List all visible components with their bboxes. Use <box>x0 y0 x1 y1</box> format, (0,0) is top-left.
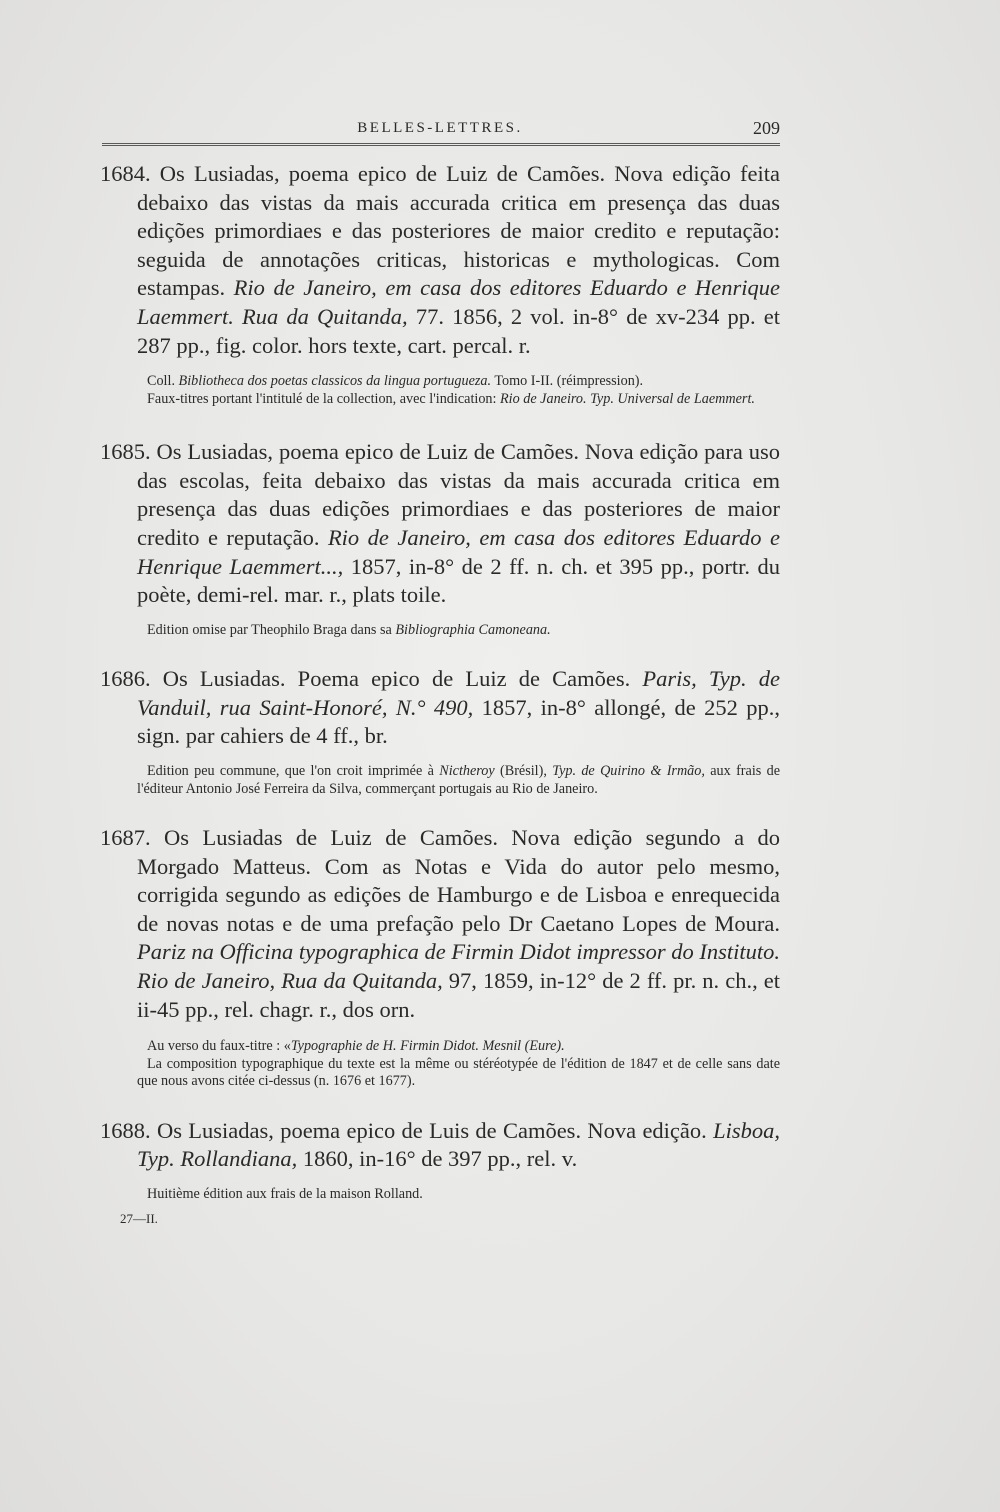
note-text: aux frais de l'éditeur Antonio José Ferreira da Silva, commerçant portugais au Rio de Janeiro. <box>137 763 781 797</box>
note-text: Faux-titres portant l'intitulé de la collection, avec l'indication: <box>147 390 500 407</box>
header-rule <box>102 143 780 146</box>
note-text: Tomo I-II. (réimpression). <box>491 373 644 390</box>
entry-number: 1685. <box>100 439 151 465</box>
note-italic: Bibliographia Camoneana. <box>395 621 551 638</box>
entry-imprint: Rio de Janeiro, em casa dos editores Eduardo e Henrique Laemmert. Rua da Quitanda, <box>137 275 780 329</box>
page-number: 209 <box>753 118 780 138</box>
entry-note <box>100 763 780 798</box>
note-paragraph <box>137 1056 780 1091</box>
entry-note <box>100 1038 780 1091</box>
running-title: BELLES-LETTRES. <box>357 120 523 136</box>
running-head <box>100 116 780 146</box>
note-paragraph <box>137 391 780 409</box>
entry-collation: 1857, in-8° allongé, de 252 pp., sign. par cahiers de 4 ff., br. <box>137 694 780 749</box>
entry-text <box>100 1117 780 1174</box>
entry-imprint: Lisboa, Typ. Rollandiana, <box>137 1117 780 1172</box>
entry-imprint: Rio de Janeiro, em casa dos editores Eduardo e Henrique Laemmert..., <box>137 524 780 579</box>
signature-mark: 27—II. <box>120 1211 158 1226</box>
note-text: Au verso du faux-titre : « <box>147 1038 291 1055</box>
note-paragraph <box>137 1038 780 1056</box>
note-italic: Typ. de Quirino & Irmão, <box>552 763 705 779</box>
entry-body: Os Lusiadas, poema epico de Luiz de Camões. Nova edição feita debaixo das vistas da mais accurada critica em presença das duas edições primordiaes e das posteriores de maior credito e reputação: seguida de annotações criticas, historicas e mythologicas. Com estampas. <box>137 161 780 301</box>
note-text: (Brésil), <box>494 763 553 779</box>
entry-body: Os Lusiadas de Luiz de Camões. Nova edição segundo a do Morgado Matteus. Com as Notas e Vida do autor pelo mesmo, corrigida segundo as edições de Hamburgo e de Lisboa e enrequecida de novas notas e de uma prefação pelo Dr Caetano Lopes de Moura. <box>137 825 780 936</box>
entry-imprint: Pariz na Officina typographica de Firmin Didot impressor do Instituto. Rio de Janeiro, Rua da Quitanda, <box>137 939 780 993</box>
entries <box>100 160 780 1203</box>
note-paragraph <box>137 763 780 798</box>
entry-1685 <box>100 438 780 639</box>
entry-text <box>100 824 780 1024</box>
entry-text <box>100 160 780 360</box>
entry-collation: 1860, in-16° de 397 pp., rel. v. <box>297 1146 578 1172</box>
note-text: La composition typographique du texte est la même ou stéréotypée de l'édition de 1847 et de celle sans date que nous avons citée ci-dessus (n. 1676 et 1677). <box>137 1055 780 1090</box>
note-italic: Typographie de H. Firmin Didot. Mesnil (Eure). <box>290 1038 565 1055</box>
entry-1687 <box>100 824 780 1091</box>
entry-imprint: Paris, Typ. de Vanduil, rua Saint-Honoré, N.° 490, <box>137 666 781 720</box>
note-italic: Rio de Janeiro. Typ. Universal de Laemmert. <box>500 390 755 407</box>
entry-body: Os Lusiadas, poema epico de Luiz de Camões. Nova edição para uso das escolas, feita debaixo das vistas da mais accurada critica em presença das duas edições primordiaes e das posteriores de maior credito e reputação. <box>137 439 780 550</box>
entry-number: 1684. <box>100 161 151 186</box>
note-text: Edition omise par Theophilo Braga dans sa <box>147 621 396 638</box>
note-paragraph <box>137 622 780 640</box>
note-italic: Bibliotheca dos poetas classicos da lingua portugueza. <box>178 373 492 390</box>
entry-text <box>100 665 780 751</box>
entry-1688 <box>100 1117 780 1204</box>
entry-number: 1688. <box>100 1117 151 1143</box>
note-text: Huitième édition aux frais de la maison Rolland. <box>147 1185 423 1202</box>
note-italic: Nictheroy <box>439 763 495 779</box>
entry-1684 <box>100 160 780 408</box>
entry-number: 1687. <box>100 825 151 850</box>
note-paragraph <box>137 1186 780 1204</box>
entry-body: Os Lusiadas. Poema epico de Luiz de Camões. <box>150 666 643 692</box>
entry-note <box>100 622 780 640</box>
entry-collation: 97, 1859, in-12° de 2 ff. pr. n. ch., et ii-45 pp., rel. chagr. r., dos orn. <box>137 967 780 1022</box>
entry-number: 1686. <box>100 666 151 692</box>
note-paragraph <box>137 373 780 391</box>
entry-1686 <box>100 665 780 798</box>
entry-collation: 1857, in-8° de 2 ff. n. ch. et 395 pp., portr. du poète, demi-rel. mar. r., plats toile. <box>137 553 780 608</box>
entry-note <box>100 1186 780 1204</box>
entry-body: Os Lusiadas, poema epico de Luis de Camões. Nova edição. <box>150 1117 714 1143</box>
entry-text <box>100 438 780 610</box>
note-text: Coll. <box>147 373 179 390</box>
note-text: Edition peu commune, que l'on croit imprimée à <box>147 763 440 779</box>
entry-note <box>100 373 780 408</box>
entry-collation: 77. 1856, 2 vol. in-8° de xv-234 pp. et 287 pp., fig. color. hors texte, cart. percal. r. <box>137 303 780 358</box>
